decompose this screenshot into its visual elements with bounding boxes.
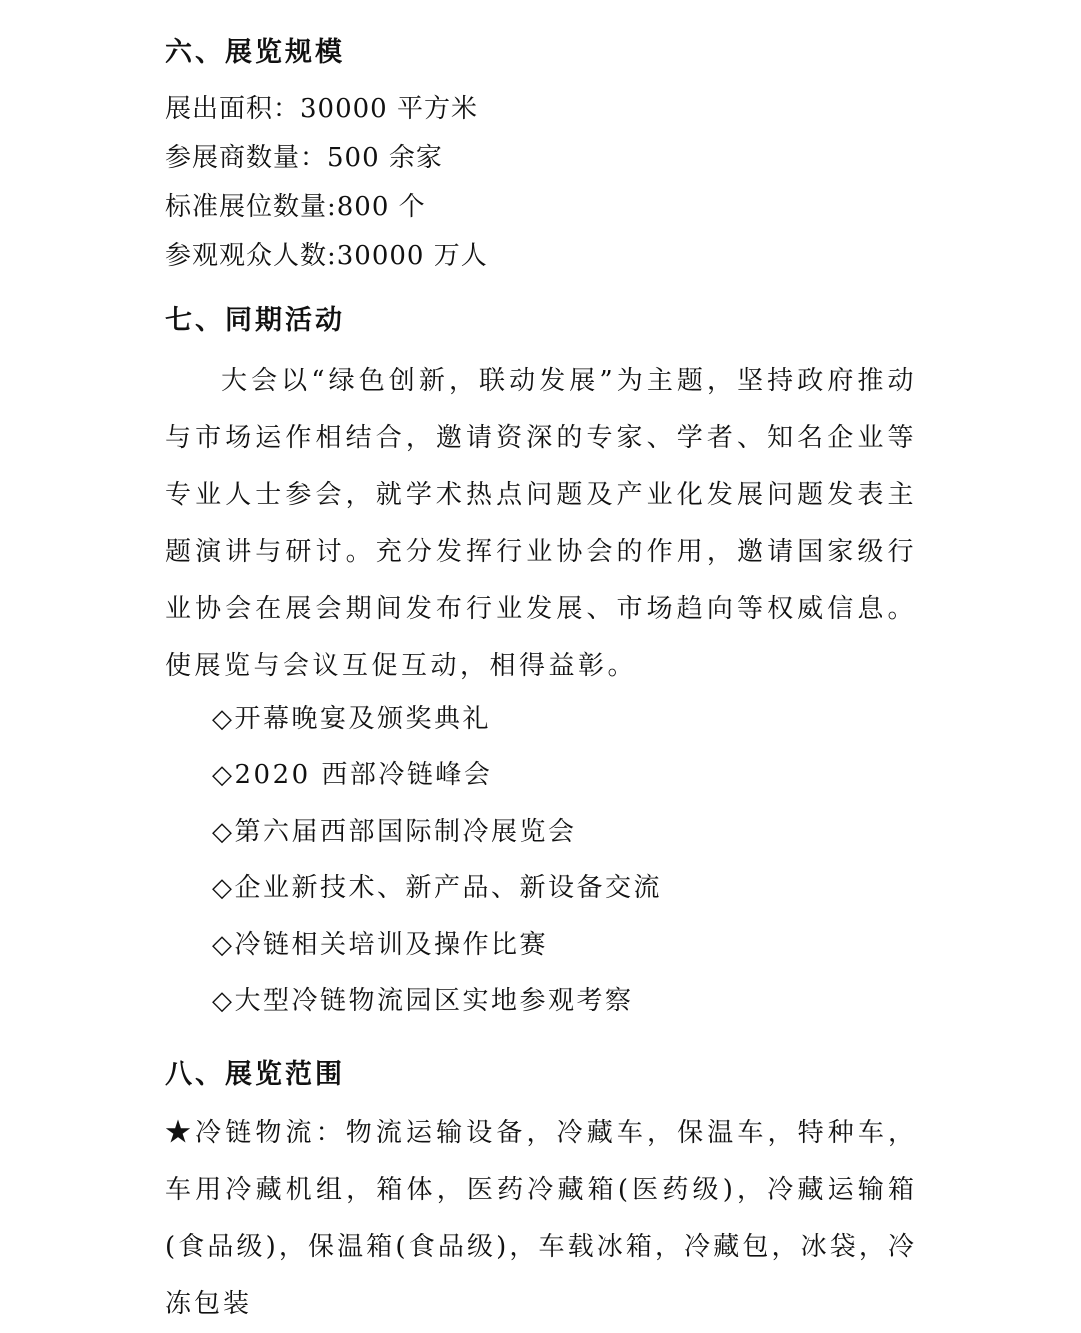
event-list-item: ◇冷链相关培训及操作比赛 [212,930,548,960]
event-list-item: ◇第六届西部国际制冷展览会 [212,817,577,847]
booth-count-line: 标准展位数量:800 个 [165,192,426,222]
cold-chain-scope-paragraph: ★冷链物流：物流运输设备，冷藏车，保温车，特种车，车用冷藏机组，箱体，医药冷藏箱(医药级)，冷藏运输箱(食品级)，保温箱(食品级)，车载冰箱，冷藏包，冰袋，冷冻包装 [165,1118,917,1319]
exhibition-area-line: 展出面积：30000 平方米 [165,94,478,124]
event-list-item: ◇2020 西部冷链峰会 [212,760,493,790]
section-heading-concurrent-events: 七、同期活动 [165,305,345,336]
event-list-item: ◇企业新技术、新产品、新设备交流 [212,873,662,903]
visitor-count-line: 参观观众人数:30000 万人 [165,241,488,271]
concurrent-events-paragraph: 大会以“绿色创新，联动发展”为主题，坚持政府推动与市场运作相结合，邀请资深的专家、学者、知名企业等专业人士参会，就学术热点问题及产业化发展问题发表主题演讲与研讨。充分发挥行业协会的作用，邀请国家级行业协会在展会期间发布行业发展、市场趋向等权威信息。使展览与会议互促互动，相得益彰。 [165,366,917,681]
section-heading-exhibit-scope: 八、展览范围 [165,1059,345,1090]
section-heading-exhibition-scale: 六、展览规模 [165,37,345,68]
event-list-item: ◇开幕晚宴及颁奖典礼 [212,704,491,734]
event-list-item: ◇大型冷链物流园区实地参观考察 [212,986,634,1016]
exhibitor-count-line: 参展商数量：500 余家 [165,143,443,173]
